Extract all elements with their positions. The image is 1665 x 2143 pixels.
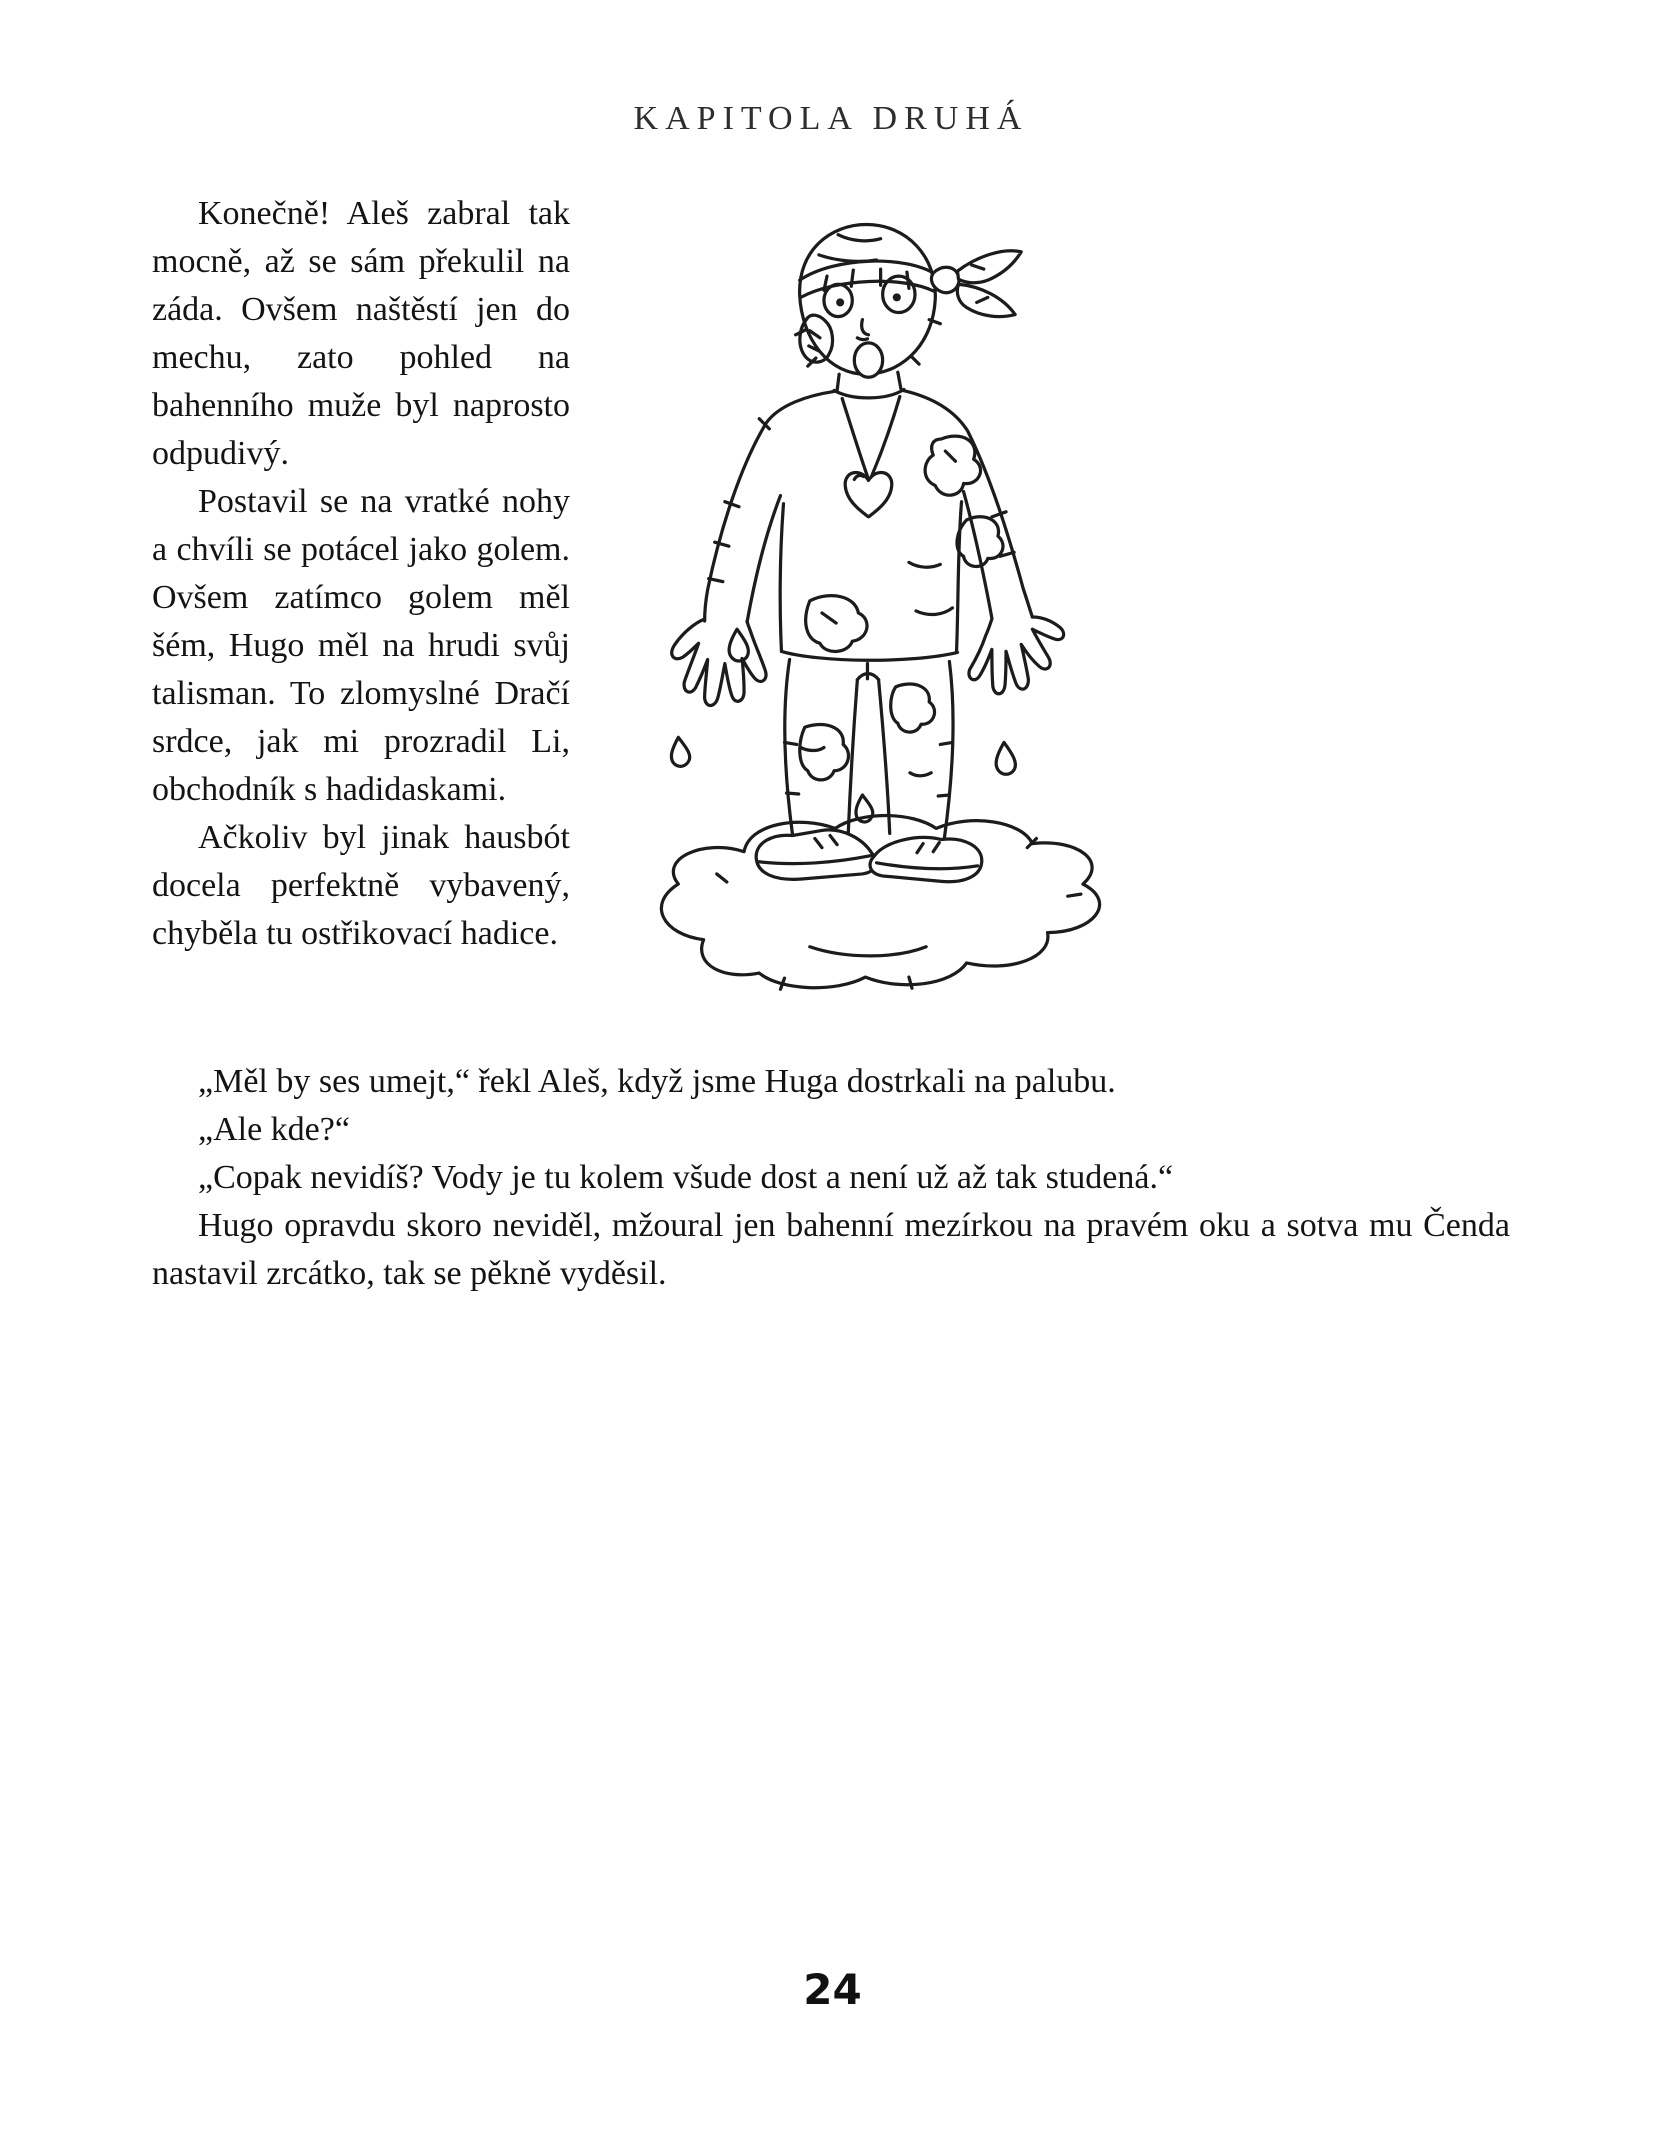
paragraph-5: „Ale kde?“ <box>198 1111 350 1148</box>
illustration-container <box>570 176 1510 1056</box>
shoes <box>756 830 982 882</box>
full-width-text-column <box>152 1058 1510 1298</box>
paragraph-2: Postavil se na vratké nohy a chvíli se potácel jako golem. Ovšem zatímco golem měl šém, Hugo měl na hrudi svůj talisman. To zlomyslné Dračí srdce, jak mi prozradil Li, obchodník s hadidaskami. <box>152 483 570 808</box>
paragraph-4: „Měl by ses umejt,“ řekl Aleš, když jsme Huga dostrkali na palubu. <box>198 1063 1116 1100</box>
page-number: 24 <box>803 1965 862 2014</box>
paragraph-7: Hugo opravdu skoro neviděl, mžoural jen bahenní mezírkou na pravém oku a sotva mu Čenda nastavil zrcátko, tak se pěkně vyděsil. <box>152 1207 1510 1292</box>
pants <box>785 659 954 838</box>
heart-talisman <box>842 397 900 517</box>
text-and-illustration-row <box>152 190 1510 1056</box>
puddle-shape <box>661 816 1099 990</box>
paragraph-1: Konečně! Aleš zabral tak mocně, až se sám překulil na záda. Ovšem naštěstí jen do mechu, zato pohled na bahenního muže byl naprosto odpudivý. <box>152 195 570 472</box>
left-text-column <box>152 190 570 958</box>
muddy-man-illustration <box>598 176 1143 1056</box>
mud-patches <box>800 436 1003 780</box>
chapter-heading: KAPITOLA DRUHÁ <box>633 100 1029 137</box>
paragraph-3: Ačkoliv byl jinak hausbót docela perfektně vybavený, chyběla tu ostřikovací hadice. <box>152 819 570 952</box>
paragraph-6: „Copak nevidíš? Vody je tu kolem všude dost a není už až tak studená.“ <box>198 1159 1174 1196</box>
